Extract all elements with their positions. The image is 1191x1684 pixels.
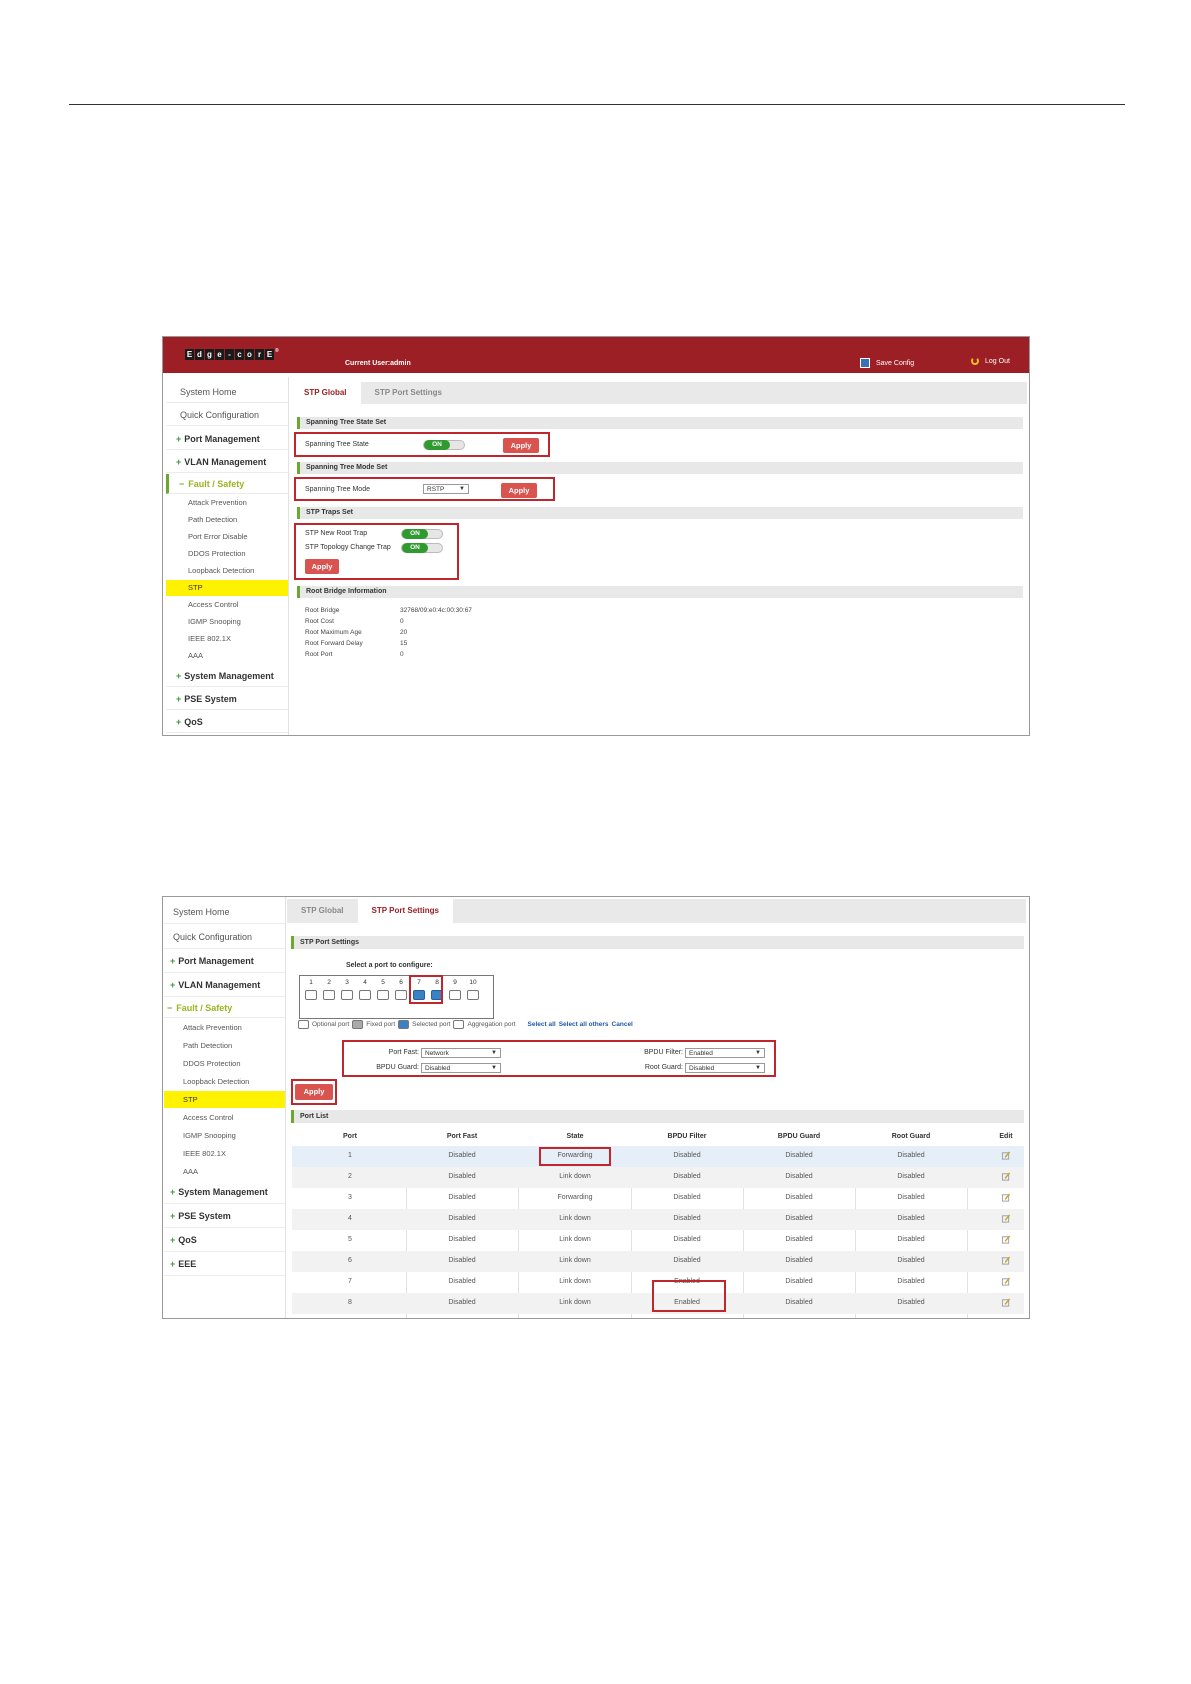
- sidebar-item-attack-prevention[interactable]: Attack Prevention: [188, 498, 247, 507]
- sidebar: [166, 377, 289, 735]
- highlight-box: [294, 523, 459, 580]
- port-fast-label: Port Fast:: [388, 1049, 419, 1056]
- cell-port-fast: Disabled: [448, 1194, 476, 1201]
- cell-bpdu-filter: Enabled: [674, 1299, 700, 1306]
- chevron-down-icon: ▼: [491, 1050, 497, 1056]
- cell-port: 6: [348, 1257, 352, 1264]
- bpdu-guard-label: BPDU Guard:: [376, 1064, 419, 1071]
- sidebar-item-vlan-management[interactable]: + VLAN Management: [166, 451, 288, 473]
- sidebar-item-system-management[interactable]: + System Management: [166, 665, 288, 687]
- sidebar-item-loopback-detection[interactable]: Loopback Detection: [188, 566, 255, 575]
- app-header: [163, 337, 1029, 373]
- section-port-list: Port List: [291, 1110, 1024, 1123]
- stp-global-screenshot: [162, 336, 1030, 736]
- optional-port-icon: [298, 1020, 309, 1029]
- cancel-link[interactable]: Cancel: [611, 1021, 633, 1028]
- select-port-prompt: Select a port to configure:: [346, 962, 433, 969]
- cell-bpdu-filter: Disabled: [673, 1236, 701, 1243]
- port-number: 6: [399, 979, 403, 986]
- log-out-button[interactable]: Log Out: [971, 357, 1010, 365]
- root-forward-delay-label: Root Forward Delay: [305, 640, 363, 647]
- root-forward-delay-value: 15: [400, 640, 408, 647]
- edit-icon[interactable]: [1002, 1298, 1011, 1307]
- port-number: 7: [417, 979, 421, 986]
- cell-port: 5: [348, 1236, 352, 1243]
- cell-root-guard: Disabled: [897, 1215, 925, 1222]
- tab-bar: [287, 899, 1026, 923]
- sidebar-item-qos[interactable]: + QoS: [164, 1229, 285, 1252]
- column-header-state: State: [566, 1133, 584, 1140]
- apply-mode-button[interactable]: Apply: [501, 483, 537, 498]
- plus-icon: +: [170, 1187, 176, 1197]
- power-icon: [971, 357, 979, 365]
- sidebar-item-qos[interactable]: + QoS: [166, 711, 288, 733]
- highlight-box: [652, 1280, 726, 1312]
- stp-topology-change-trap-toggle[interactable]: ON: [401, 543, 443, 553]
- cell-port: 2: [348, 1173, 352, 1180]
- tab-stp-port-settings[interactable]: STP Port Settings: [358, 899, 453, 923]
- sidebar-item-port-error-disable[interactable]: Port Error Disable: [188, 532, 248, 541]
- select-all-others-link[interactable]: Select all others: [558, 1021, 609, 1028]
- save-icon: [860, 358, 870, 368]
- edit-icon[interactable]: [1002, 1151, 1011, 1160]
- sidebar-item-eee[interactable]: + EEE: [164, 1253, 285, 1276]
- plus-icon: +: [170, 956, 176, 966]
- port-icon[interactable]: [467, 990, 479, 1000]
- port-icon[interactable]: [377, 990, 389, 1000]
- bpdu-filter-label: BPDU Filter:: [644, 1049, 683, 1056]
- table-body: [292, 1146, 1024, 1318]
- cell-root-guard: Disabled: [897, 1173, 925, 1180]
- cell-bpdu-guard: Disabled: [785, 1278, 813, 1285]
- stp-topology-change-trap-label: STP Topology Change Trap: [305, 544, 391, 551]
- highlight-box: [409, 975, 443, 1004]
- spanning-tree-mode-label: Spanning Tree Mode: [305, 486, 370, 493]
- cell-port-fast: Disabled: [448, 1299, 476, 1306]
- cell-bpdu-guard: Disabled: [785, 1236, 813, 1243]
- cell-state: Forwarding: [557, 1194, 593, 1201]
- port-legend: Optional port Fixed port Selected port Aggregation port Select all Select all others Cancel: [298, 1020, 633, 1029]
- edit-icon[interactable]: [1002, 1256, 1011, 1265]
- cell-bpdu-guard: Disabled: [785, 1194, 813, 1201]
- cell-bpdu-filter: Disabled: [673, 1173, 701, 1180]
- root-max-age-value: 20: [400, 629, 408, 636]
- port-icon[interactable]: [305, 990, 317, 1000]
- spanning-tree-state-toggle[interactable]: ON: [423, 440, 465, 450]
- chevron-down-icon: ▼: [491, 1065, 497, 1071]
- port-number: 1: [309, 979, 313, 986]
- sidebar-item-vlan-management[interactable]: + VLAN Management: [164, 974, 285, 997]
- root-cost-label: Root Cost: [305, 618, 334, 625]
- root-bridge-label: Root Bridge: [305, 607, 340, 614]
- cell-bpdu-guard: Disabled: [785, 1299, 813, 1306]
- tab-stp-port-settings[interactable]: STP Port Settings: [374, 388, 442, 397]
- sidebar-item-system-home[interactable]: System Home: [166, 381, 288, 403]
- plus-icon: +: [170, 1235, 176, 1245]
- chevron-down-icon: ▼: [755, 1050, 761, 1056]
- port-number: 5: [381, 979, 385, 986]
- highlight-box: [342, 1040, 776, 1077]
- spanning-tree-state-label: Spanning Tree State: [305, 441, 369, 448]
- cell-state: Link down: [559, 1278, 591, 1285]
- cell-port: 3: [348, 1194, 352, 1201]
- sidebar-item-aaa[interactable]: AAA: [183, 1167, 199, 1176]
- port-icon[interactable]: [359, 990, 371, 1000]
- sidebar-item-attack-prevention[interactable]: Attack Prevention: [183, 1023, 242, 1032]
- cell-port: 7: [348, 1278, 352, 1285]
- section-stp-port-settings: STP Port Settings: [291, 936, 1024, 949]
- sidebar-item-access-control[interactable]: Access Control: [183, 1113, 234, 1122]
- cell-bpdu-filter: Disabled: [673, 1215, 701, 1222]
- root-guard-label: Root Guard:: [644, 1064, 683, 1071]
- sidebar-item-port-management[interactable]: + Port Management: [166, 428, 288, 450]
- port-fast-select[interactable]: Network ▼: [421, 1048, 501, 1058]
- sidebar-item-loopback-detection[interactable]: Loopback Detection: [183, 1077, 250, 1086]
- sidebar-item-stp[interactable]: STP: [164, 1091, 285, 1108]
- cell-port-fast: Disabled: [448, 1278, 476, 1285]
- cell-root-guard: Disabled: [897, 1236, 925, 1243]
- table-row[interactable]: [292, 1230, 1024, 1251]
- port-icon[interactable]: [395, 990, 407, 1000]
- port-icon[interactable]: [341, 990, 353, 1000]
- root-cost-value: 0: [400, 618, 404, 625]
- cell-bpdu-guard: Disabled: [785, 1152, 813, 1159]
- sidebar-item-fault-safety[interactable]: − Fault / Safety: [164, 998, 285, 1018]
- selected-port-icon: [398, 1020, 409, 1029]
- sidebar-item-quick-configuration[interactable]: Quick Configuration: [166, 404, 288, 426]
- port-number: 4: [363, 979, 367, 986]
- cell-port: 4: [348, 1215, 352, 1222]
- cell-port: 8: [348, 1299, 352, 1306]
- sidebar-item-system-management[interactable]: + System Management: [164, 1181, 285, 1204]
- column-header-root-guard: Root Guard: [891, 1133, 931, 1140]
- table-row[interactable]: [292, 1251, 1024, 1272]
- plus-icon: +: [176, 717, 182, 727]
- sidebar-item-igmp-snooping[interactable]: IGMP Snooping: [183, 1131, 236, 1140]
- edit-icon[interactable]: [1002, 1193, 1011, 1202]
- cell-bpdu-guard: Disabled: [785, 1257, 813, 1264]
- plus-icon: +: [176, 671, 182, 681]
- sidebar-item-ddos-protection[interactable]: DDOS Protection: [188, 549, 246, 558]
- section-stp-traps-set: STP Traps Set: [297, 507, 1023, 519]
- cell-bpdu-filter: Enabled: [674, 1278, 700, 1285]
- port-number: 10: [469, 979, 477, 986]
- cell-root-guard: Disabled: [897, 1152, 925, 1159]
- cell-port-fast: Disabled: [448, 1215, 476, 1222]
- apply-state-button[interactable]: Apply: [503, 438, 539, 453]
- stp-port-settings-screenshot: [162, 896, 1030, 1319]
- sidebar-item-quick-configuration[interactable]: Quick Configuration: [164, 925, 285, 949]
- cell-root-guard: Disabled: [897, 1278, 925, 1285]
- bpdu-filter-select[interactable]: Enabled ▼: [685, 1048, 765, 1058]
- table-row[interactable]: [292, 1188, 1024, 1209]
- root-max-age-label: Root Maximum Age: [305, 629, 362, 636]
- fixed-port-icon: [352, 1020, 363, 1029]
- sidebar-item-ieee-8021x[interactable]: IEEE 802.1X: [188, 634, 231, 643]
- edit-icon[interactable]: [1002, 1277, 1011, 1286]
- sidebar-item-aaa[interactable]: AAA: [188, 651, 204, 660]
- port-icon[interactable]: [323, 990, 335, 1000]
- column-header-port-fast: Port Fast: [446, 1133, 478, 1140]
- section-root-bridge-information: Root Bridge Information: [297, 586, 1023, 598]
- highlight-box: [291, 1079, 337, 1105]
- column-header-edit: Edit: [999, 1133, 1013, 1140]
- cell-port-fast: Disabled: [448, 1152, 476, 1159]
- highlight-box: [539, 1147, 611, 1166]
- root-port-label: Root Port: [305, 651, 333, 658]
- edit-icon[interactable]: [1002, 1235, 1011, 1244]
- spanning-tree-mode-select[interactable]: RSTP ▼: [423, 484, 469, 494]
- sidebar-item-ieee-8021x[interactable]: IEEE 802.1X: [183, 1149, 226, 1158]
- root-guard-select[interactable]: Disabled ▼: [685, 1063, 765, 1073]
- cell-port-fast: Disabled: [448, 1257, 476, 1264]
- chevron-down-icon: ▼: [755, 1065, 761, 1071]
- sidebar-item-pse-system[interactable]: + PSE System: [166, 688, 288, 710]
- sidebar-item-port-management[interactable]: + Port Management: [164, 950, 285, 973]
- cell-bpdu-guard: Disabled: [785, 1173, 813, 1180]
- edit-icon[interactable]: [1002, 1214, 1011, 1223]
- cell-bpdu-filter: Disabled: [673, 1257, 701, 1264]
- plus-icon: +: [176, 694, 182, 704]
- cell-state: Link down: [559, 1236, 591, 1243]
- chevron-down-icon: ▼: [459, 486, 465, 492]
- save-config-button[interactable]: Save Config: [860, 358, 914, 368]
- sidebar-item-fault-safety[interactable]: − Fault / Safety: [166, 474, 288, 494]
- minus-icon: −: [179, 479, 185, 489]
- sidebar-item-system-home[interactable]: System Home: [164, 900, 285, 924]
- plus-icon: +: [170, 980, 176, 990]
- port-number: 8: [435, 979, 439, 986]
- tab-stp-global[interactable]: STP Global: [301, 906, 344, 915]
- sidebar-item-pse-system[interactable]: + PSE System: [164, 1205, 285, 1228]
- page-top-rule: [69, 104, 1125, 105]
- sidebar-item-path-detection[interactable]: Path Detection: [188, 515, 238, 524]
- current-user: Current User:admin: [345, 360, 411, 367]
- port-number: 9: [453, 979, 457, 986]
- column-header-bpdu-guard: BPDU Guard: [777, 1133, 821, 1140]
- column-header-port: Port: [343, 1133, 357, 1140]
- sidebar-item-igmp-snooping[interactable]: IGMP Snooping: [188, 617, 241, 626]
- sidebar-item-path-detection[interactable]: Path Detection: [183, 1041, 233, 1050]
- port-list-table: [292, 1133, 1024, 1318]
- apply-port-settings-button[interactable]: Apply: [295, 1084, 333, 1100]
- table-row[interactable]: [292, 1146, 1024, 1167]
- sidebar-item-access-control[interactable]: Access Control: [188, 600, 239, 609]
- cell-bpdu-guard: Disabled: [785, 1215, 813, 1222]
- port-number: 2: [327, 979, 331, 986]
- cell-state: Forwarding: [557, 1152, 593, 1159]
- section-spanning-tree-state-set: Spanning Tree State Set: [297, 417, 1023, 429]
- cell-port-fast: Disabled: [448, 1173, 476, 1180]
- sidebar-item-ddos-protection[interactable]: DDOS Protection: [183, 1059, 241, 1068]
- cell-bpdu-filter: Disabled: [673, 1152, 701, 1159]
- cell-state: Link down: [559, 1215, 591, 1222]
- cell-state: Link down: [559, 1257, 591, 1264]
- cell-state: Link down: [559, 1173, 591, 1180]
- tab-bar: [290, 382, 1027, 404]
- apply-traps-button[interactable]: Apply: [305, 559, 339, 574]
- cell-state: Link down: [559, 1299, 591, 1306]
- table-row[interactable]: [292, 1209, 1024, 1230]
- plus-icon: +: [170, 1259, 176, 1269]
- aggregation-port-icon: [453, 1020, 464, 1029]
- sidebar-item-stp[interactable]: STP: [166, 580, 288, 596]
- stp-new-root-trap-label: STP New Root Trap: [305, 530, 368, 537]
- column-header-bpdu-filter: BPDU Filter: [667, 1133, 707, 1140]
- highlight-box: [294, 432, 550, 457]
- sidebar: [164, 897, 286, 1318]
- minus-icon: −: [167, 1003, 173, 1013]
- highlight-box: [294, 477, 555, 501]
- cell-root-guard: Disabled: [897, 1257, 925, 1264]
- stp-new-root-trap-toggle[interactable]: ON: [401, 529, 443, 539]
- tab-stp-global[interactable]: STP Global: [290, 382, 361, 404]
- plus-icon: +: [176, 434, 182, 444]
- port-number: 3: [345, 979, 349, 986]
- plus-icon: +: [176, 457, 182, 467]
- edit-icon[interactable]: [1002, 1172, 1011, 1181]
- root-port-value: 0: [400, 651, 404, 658]
- port-icon[interactable]: [449, 990, 461, 1000]
- table-row[interactable]: [292, 1167, 1024, 1188]
- root-bridge-value: 32768/09:e0:4c:00:30:67: [400, 607, 472, 614]
- select-all-link[interactable]: Select all: [527, 1021, 556, 1028]
- cell-root-guard: Disabled: [897, 1299, 925, 1306]
- plus-icon: +: [170, 1211, 176, 1221]
- cell-port-fast: Disabled: [448, 1236, 476, 1243]
- edgecore-logo: E d g e - c o r E ®: [186, 348, 279, 359]
- cell-bpdu-filter: Disabled: [673, 1194, 701, 1201]
- section-spanning-tree-mode-set: Spanning Tree Mode Set: [297, 462, 1023, 474]
- bpdu-guard-select[interactable]: Disabled ▼: [421, 1063, 501, 1073]
- cell-port: 1: [348, 1152, 352, 1159]
- cell-root-guard: Disabled: [897, 1194, 925, 1201]
